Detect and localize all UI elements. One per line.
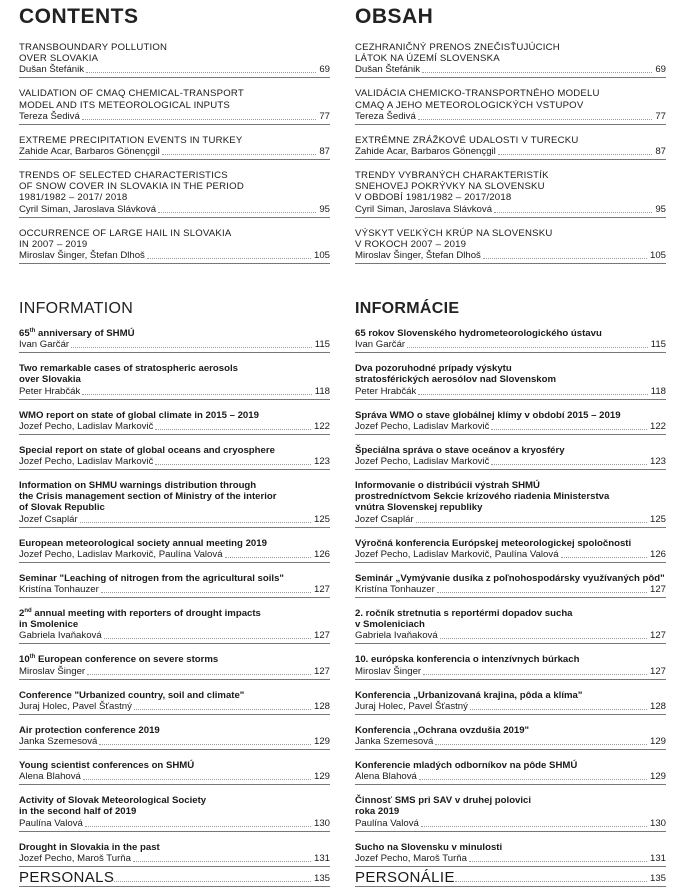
entry-title-line: Activity of Slovak Meteorological Society <box>19 795 207 807</box>
entry-title-line: CMAQ A JEHO METEOROLOGICKÝCH VSTUPOV <box>355 99 584 111</box>
entry-authors: Peter Hrabčák <box>355 385 417 397</box>
entry-page-number: 131 <box>313 852 330 864</box>
entry-authors: Alena Blahová <box>355 771 417 783</box>
entry-authors: Ivan Garčár <box>355 339 406 351</box>
entry-title-line: Sucho na Slovensku v minulosti <box>355 841 503 853</box>
entry-meta <box>19 421 330 435</box>
dot-leader <box>498 154 653 155</box>
entry-title-line: Special report on state of global oceans and cryosphere <box>19 444 275 456</box>
entry-title-line: Konferencie mladých odborníkov na pôde SHMÚ <box>355 760 578 772</box>
toc-entry[interactable] <box>19 538 330 563</box>
dot-leader <box>104 638 311 639</box>
entry-title-line: Konferencia „Ochrana ovzdušia 2019" <box>355 724 530 736</box>
entry-page-number: 130 <box>649 817 666 829</box>
dot-leader <box>561 557 647 558</box>
entry-authors: Miroslav Šinger <box>19 665 86 677</box>
dot-leader <box>422 72 652 73</box>
entry-authors: Tereza Šedivá <box>355 110 416 122</box>
entry-title-line: MODEL AND ITS METEOROLOGICAL INPUTS <box>19 99 230 111</box>
entry-page-number: 127 <box>649 665 666 677</box>
entry-title-line: TRENDY VYBRANÝCH CHARAKTERISTÍK <box>355 170 549 182</box>
entry-meta <box>19 666 330 680</box>
personals-entry[interactable] <box>19 869 330 887</box>
entry-meta <box>355 549 666 563</box>
entry-meta <box>355 853 666 867</box>
information-list <box>355 328 666 877</box>
entry-page-number: 105 <box>649 250 666 262</box>
toc-entry[interactable] <box>355 760 666 785</box>
entry-title-line: Dva pozoruhodné prípady výskytu <box>355 363 512 375</box>
entry-page-number: 115 <box>650 339 666 351</box>
dot-leader <box>147 258 311 259</box>
entry-meta <box>19 339 330 353</box>
entry-page-number: 105 <box>313 250 330 262</box>
entry-page-number: 131 <box>649 852 666 864</box>
entry-authors: Jozef Pecho, Ladislav Markovič, Paulína Valová <box>355 548 559 560</box>
entry-meta <box>355 386 666 400</box>
entry-meta <box>19 853 330 867</box>
dot-leader <box>86 72 316 73</box>
entry-meta <box>19 514 330 528</box>
entry-page-number: 129 <box>313 771 330 783</box>
entry-title-line: 65th anniversary of SHMÚ <box>19 327 135 339</box>
entry-title-line: Správa WMO o stave globálnej klímy v období 2015 – 2019 <box>355 409 621 421</box>
entry-page-number: 127 <box>649 630 666 642</box>
toc-entry[interactable] <box>355 88 666 124</box>
toc-entry[interactable] <box>19 445 330 470</box>
entry-title-line: OF SNOW COVER IN SLOVAKIA IN THE PERIOD <box>19 181 244 193</box>
toc-entry[interactable] <box>19 573 330 598</box>
entry-title-line: over Slovakia <box>19 374 81 386</box>
dot-leader <box>155 464 311 465</box>
toc-entry[interactable] <box>19 363 330 399</box>
dot-leader <box>491 429 647 430</box>
dot-leader <box>82 394 311 395</box>
entry-title-line: Výročná konferencia Európskej meteorologickej spoločnosti <box>355 537 632 549</box>
dot-leader <box>155 429 311 430</box>
toc-entry[interactable] <box>19 328 330 353</box>
entry-title-line: VALIDATION OF CMAQ CHEMICAL-TRANSPORT <box>19 88 244 100</box>
entry-authors: Zahide Acar, Barbaros Gönençgil <box>19 146 160 158</box>
toc-entry[interactable] <box>355 42 666 78</box>
entry-page-number: 128 <box>649 700 666 712</box>
entry-title-line: OCCURRENCE OF LARGE HAIL IN SLOVAKIA <box>19 227 232 239</box>
entry-page-number: 118 <box>650 385 666 397</box>
dot-leader <box>82 119 317 120</box>
entry-authors: Paulína Valová <box>19 817 83 829</box>
entry-title-line: in Smolenice <box>19 619 79 631</box>
entry-authors: Jozef Pecho, Maroš Turňa <box>355 852 467 864</box>
entry-page-number: 118 <box>314 385 330 397</box>
entry-meta <box>355 64 666 78</box>
articles-list <box>19 42 330 274</box>
dot-leader <box>101 592 311 593</box>
entry-meta <box>355 630 666 644</box>
dot-leader <box>435 744 647 745</box>
toc-entry[interactable] <box>19 88 330 124</box>
entry-title-line: 1981/1982 – 2017/ 2018 <box>19 192 128 204</box>
entry-title-line: V OBDOBÍ 1981/1982 – 2017/2018 <box>355 192 512 204</box>
entry-meta <box>19 736 330 750</box>
toc-entry[interactable] <box>355 690 666 715</box>
dot-leader <box>483 258 647 259</box>
entry-title-line: TRENDS OF SELECTED CHARACTERISTICS <box>19 170 228 182</box>
toc-entry[interactable] <box>355 842 666 867</box>
entry-authors: Dušan Štefánik <box>19 64 85 76</box>
toc-entry[interactable] <box>19 760 330 785</box>
contents-heading: CONTENTS <box>19 5 139 28</box>
entry-meta <box>19 250 330 264</box>
entry-page-number: 129 <box>649 736 666 748</box>
entry-meta <box>19 111 330 125</box>
dot-leader <box>418 394 647 395</box>
entry-authors: Jozef Pecho, Ladislav Markovič <box>355 420 490 432</box>
toc-entry[interactable] <box>355 725 666 750</box>
dot-leader <box>83 779 311 780</box>
entry-title-line: European meteorological society annual meeting 2019 <box>19 537 267 549</box>
entry-page-number: 127 <box>313 584 330 596</box>
entry-title-line: 10. európska konferencia o intenzívnych búrkach <box>355 654 580 666</box>
entry-authors: Ivan Garčár <box>19 339 70 351</box>
entry-title-line: Seminár „Vymývanie dusíka z poľnohospodársky využívaných pôd" <box>355 572 665 584</box>
entry-authors: Alena Blahová <box>19 771 81 783</box>
toc-entry[interactable] <box>355 170 666 218</box>
dot-leader <box>87 674 311 675</box>
dot-leader <box>418 119 653 120</box>
entry-page-number: 77 <box>655 110 666 122</box>
toc-entry[interactable] <box>19 690 330 715</box>
entry-title-line: 10th European conference on severe storms <box>19 654 219 666</box>
informacie-heading: INFORMÁCIE <box>355 300 460 317</box>
entry-page-number: 125 <box>649 513 666 525</box>
entry-authors: Kristína Tonhauzer <box>355 584 435 596</box>
entry-title-line: SNEHOVEJ POKRÝVKY NA SLOVENSKU <box>355 181 545 193</box>
entry-title-line: the Crisis management section of Ministry of the interior <box>19 491 277 503</box>
entry-authors: Jozef Csaplár <box>19 513 78 525</box>
entry-meta <box>355 111 666 125</box>
entry-authors: Juraj Holec, Pavel Šťastný <box>19 700 132 712</box>
entry-authors: Gabriela Ivaňaková <box>19 630 102 642</box>
dot-leader <box>71 347 312 348</box>
entry-title-line: Air protection conference 2019 <box>19 724 160 736</box>
entry-page-number: 130 <box>313 817 330 829</box>
entry-title-line: CEZHRANIČNÝ PRENOS ZNEČISŤUJÚCICH <box>355 42 560 53</box>
entry-meta <box>19 549 330 563</box>
entry-authors: Cyril Siman, Jaroslava Slávková <box>355 203 493 215</box>
information-list <box>19 328 330 877</box>
entry-authors: Janka Szemesová <box>355 736 434 748</box>
entry-authors: Jozef Csaplár <box>355 513 414 525</box>
toc-entry[interactable] <box>19 228 330 264</box>
entry-page-number: 129 <box>649 771 666 783</box>
entry-authors: Peter Hrabčák <box>19 385 81 397</box>
entry-meta <box>355 666 666 680</box>
dot-leader <box>469 861 647 862</box>
toc-entry[interactable] <box>355 795 666 831</box>
toc-entry[interactable] <box>355 363 666 399</box>
entry-page-number: 115 <box>314 339 330 351</box>
toc-entry[interactable] <box>19 410 330 435</box>
entry-meta <box>355 818 666 832</box>
entry-title-line: Seminar "Leaching of nitrogen from the agricultural soils" <box>19 572 284 584</box>
entry-authors: Dušan Štefánik <box>355 64 421 76</box>
toc-entry[interactable] <box>355 410 666 435</box>
entry-title-line: LÁTOK NA ÚZEMÍ SLOVENSKA <box>355 53 500 65</box>
entry-title-line: EXTREME PRECIPITATION EVENTS IN TURKEY <box>19 134 243 146</box>
personalie-page: 135 <box>649 873 666 884</box>
toc-entry[interactable] <box>355 538 666 563</box>
entry-page-number: 69 <box>655 64 666 76</box>
dot-leader <box>99 744 311 745</box>
entry-page-number: 77 <box>319 110 330 122</box>
entry-page-number: 87 <box>655 146 666 158</box>
entry-title-line: VALIDÁCIA CHEMICKO-TRANSPORTNÉHO MODELU <box>355 88 600 100</box>
dot-leader <box>470 709 647 710</box>
toc-entry[interactable] <box>355 573 666 598</box>
dot-leader <box>407 347 648 348</box>
entry-authors: Cyril Siman, Jaroslava Slávková <box>19 203 157 215</box>
toc-entry[interactable] <box>355 228 666 264</box>
entry-page-number: 126 <box>649 548 666 560</box>
entry-authors: Jozef Pecho, Ladislav Markovič <box>19 420 154 432</box>
personalie-label: PERSONÁLIE <box>355 869 455 886</box>
entry-page-number: 123 <box>649 456 666 468</box>
dot-leader <box>455 881 647 882</box>
toc-entry[interactable] <box>19 170 330 218</box>
entry-page-number: 95 <box>319 203 330 215</box>
entry-title-line: roka 2019 <box>355 806 400 818</box>
entry-meta <box>19 771 330 785</box>
entry-authors: Janka Szemesová <box>19 736 98 748</box>
entry-page-number: 123 <box>313 456 330 468</box>
entry-title-line: V ROKOCH 2007 – 2019 <box>355 238 467 250</box>
dot-leader <box>494 212 652 213</box>
entry-title-line: 65 rokov Slovenského hydrometeorologického ústavu <box>355 328 602 339</box>
entry-meta <box>355 456 666 470</box>
entry-page-number: 95 <box>655 203 666 215</box>
dot-leader <box>133 861 311 862</box>
entry-title-line: Špeciálna správa o stave oceánov a kryosféry <box>355 444 565 456</box>
entry-title-line: 2. ročník stretnutia s reportérmi dopadov sucha <box>355 608 573 620</box>
toc-entry[interactable] <box>355 445 666 470</box>
entry-title-line: EXTRÉMNE ZRÁŽKOVÉ UDALOSTI V TURECKU <box>355 134 579 146</box>
entry-meta <box>355 514 666 528</box>
toc-entry[interactable] <box>355 135 666 160</box>
entry-title-line: Informovanie o distribúcii výstrah SHMÚ <box>355 480 540 492</box>
entry-title-line: IN 2007 – 2019 <box>19 238 88 250</box>
entry-title-line: in the second half of 2019 <box>19 806 137 818</box>
entry-authors: Miroslav Šinger, Štefan Dlhoš <box>355 250 481 262</box>
entry-title-line: stratosférických aerosólov nad Slovenskom <box>355 374 557 386</box>
toc-entry[interactable] <box>19 480 330 528</box>
articles-list <box>355 42 666 274</box>
entry-authors: Zahide Acar, Barbaros Gönençgil <box>355 146 496 158</box>
entry-meta <box>355 421 666 435</box>
entry-page-number: 128 <box>313 700 330 712</box>
dot-leader <box>440 638 647 639</box>
entry-meta <box>19 630 330 644</box>
entry-title-line: of Slovak Republic <box>19 502 105 514</box>
entry-authors: Tereza Šedivá <box>19 110 80 122</box>
entry-title-line: v Smoleniciach <box>355 619 425 631</box>
entry-meta <box>355 250 666 264</box>
dot-leader <box>80 522 311 523</box>
entry-meta <box>19 146 330 160</box>
entry-title-line: OVER SLOVAKIA <box>19 53 99 65</box>
entry-authors: Jozef Pecho, Ladislav Markovič <box>19 456 154 468</box>
entry-meta <box>355 584 666 598</box>
entry-page-number: 69 <box>319 64 330 76</box>
entry-authors: Jozef Pecho, Ladislav Markovič <box>355 456 490 468</box>
entry-title-line: Young scientist conferences on SHMÚ <box>19 760 195 772</box>
entry-title-line: TRANSBOUNDARY POLLUTION <box>19 42 168 53</box>
entry-authors: Gabriela Ivaňaková <box>355 630 438 642</box>
toc-entry[interactable] <box>355 328 666 353</box>
entry-meta <box>19 818 330 832</box>
entry-authors: Kristína Tonhauzer <box>19 584 99 596</box>
entry-meta <box>355 146 666 160</box>
entry-authors: Jozef Pecho, Ladislav Markovič, Paulína Valová <box>19 548 223 560</box>
personals-page: 135 <box>313 873 330 884</box>
toc-entry[interactable] <box>355 480 666 528</box>
entry-meta <box>355 771 666 785</box>
entry-title-line: VÝSKYT VEĽKÝCH KRÚP NA SLOVENSKU <box>355 227 553 239</box>
entry-title-line: 2nd annual meeting with reporters of drought impacts <box>19 607 261 620</box>
entry-page-number: 127 <box>313 630 330 642</box>
dot-leader <box>491 464 647 465</box>
entry-authors: Miroslav Šinger <box>355 665 422 677</box>
toc-entry[interactable] <box>19 135 330 160</box>
dot-leader <box>437 592 647 593</box>
entry-page-number: 126 <box>313 548 330 560</box>
toc-entry[interactable] <box>19 42 330 78</box>
entry-title-line: Conference "Urbanized country, soil and climate" <box>19 689 245 701</box>
entry-title-line: vnútra Slovenskej republiky <box>355 502 483 514</box>
dot-leader <box>423 674 647 675</box>
entry-meta <box>355 339 666 353</box>
entry-authors: Miroslav Šinger, Štefan Dlhoš <box>19 250 145 262</box>
entry-meta <box>19 204 330 218</box>
toc-entry[interactable] <box>19 795 330 831</box>
information-heading: INFORMATION <box>19 300 134 317</box>
entry-meta <box>355 204 666 218</box>
dot-leader <box>419 779 647 780</box>
dot-leader <box>162 154 317 155</box>
entry-meta <box>355 736 666 750</box>
entry-page-number: 129 <box>313 736 330 748</box>
dot-leader <box>416 522 647 523</box>
dot-leader <box>158 212 316 213</box>
toc-entry[interactable] <box>355 608 666 644</box>
toc-entry[interactable] <box>19 725 330 750</box>
entry-page-number: 127 <box>313 665 330 677</box>
entry-meta <box>19 456 330 470</box>
toc-entry[interactable] <box>19 608 330 644</box>
entry-title-line: WMO report on state of global climate in 2015 – 2019 <box>19 409 259 421</box>
entry-authors: Jozef Pecho, Maroš Turňa <box>19 852 131 864</box>
entry-meta <box>19 64 330 78</box>
dot-leader <box>85 826 311 827</box>
entry-page-number: 87 <box>319 146 330 158</box>
personalie-entry[interactable] <box>355 869 666 887</box>
entry-authors: Juraj Holec, Pavel Šťastný <box>355 700 468 712</box>
entry-title-line: Drought in Slovakia in the past <box>19 841 160 853</box>
entry-page-number: 127 <box>649 584 666 596</box>
entry-page-number: 122 <box>649 420 666 432</box>
dot-leader <box>114 881 311 882</box>
entry-title-line: prostredníctvom Sekcie krízového riadenia Ministerstva <box>355 491 610 503</box>
obsah-heading: OBSAH <box>355 5 434 28</box>
entry-page-number: 125 <box>313 513 330 525</box>
dot-leader <box>421 826 647 827</box>
toc-entry[interactable] <box>19 654 330 679</box>
entry-authors: Paulína Valová <box>355 817 419 829</box>
personals-label: PERSONALS <box>19 869 115 886</box>
entry-meta <box>19 701 330 715</box>
entry-meta <box>355 701 666 715</box>
entry-meta <box>19 584 330 598</box>
dot-leader <box>225 557 311 558</box>
toc-entry[interactable] <box>355 654 666 679</box>
toc-entry[interactable] <box>19 842 330 867</box>
entry-title-line: Činnosť SMS pri SAV v druhej polovici <box>355 795 532 807</box>
entry-title-line: Information on SHMU warnings distribution through <box>19 480 257 492</box>
entry-title-line: Two remarkable cases of stratospheric aerosols <box>19 363 238 375</box>
entry-title-line: Konferencia „Urbanizovaná krajina, pôda a klíma" <box>355 689 583 701</box>
entry-meta <box>19 386 330 400</box>
entry-page-number: 122 <box>313 420 330 432</box>
dot-leader <box>134 709 311 710</box>
